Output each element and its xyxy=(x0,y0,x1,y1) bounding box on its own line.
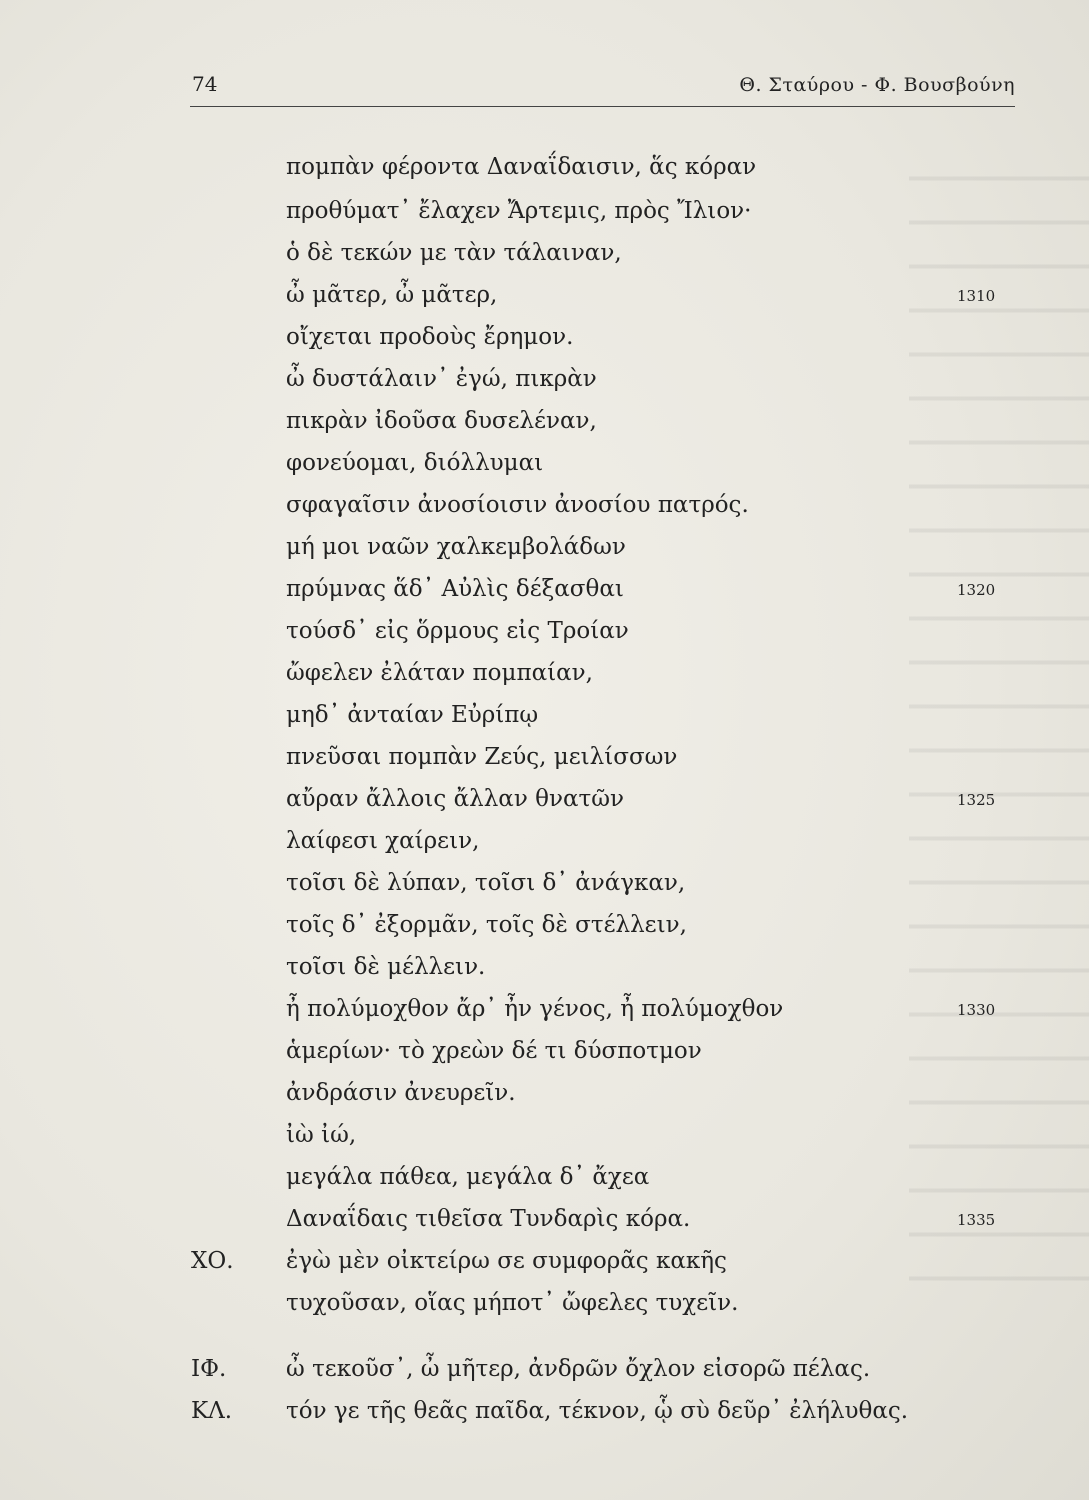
verse-line xyxy=(0,1076,1089,1110)
verse-text: τοῖς δ᾽ ἐξορμᾶν, τοῖς δὲ στέλλειν, xyxy=(286,912,687,938)
verse-line xyxy=(0,278,1089,312)
verse-text: τοῖσι δὲ μέλλειν. xyxy=(286,954,486,980)
verse-text: ἦ πολύμοχθον ἄρ᾽ ἦν γένος, ἦ πολύμοχθον xyxy=(286,996,784,1022)
verse-text: λαίφεσι χαίρειν, xyxy=(286,828,480,854)
verse-line xyxy=(0,1160,1089,1194)
verse-line xyxy=(0,698,1089,732)
verse-line xyxy=(0,1286,1089,1320)
speaker-label: ΚΛ. xyxy=(191,1398,233,1424)
verse-line xyxy=(0,488,1089,522)
verse-text: ὤφελεν ἐλάταν πομπαίαν, xyxy=(286,660,593,686)
verse-line xyxy=(0,194,1089,228)
speaker-label: ΙΦ. xyxy=(191,1356,227,1382)
verse-text: πικρὰν ἰδοῦσα δυσελέναν, xyxy=(286,408,597,434)
verse-text: σφαγαῖσιν ἀνοσίοισιν ἀνοσίου πατρός. xyxy=(286,492,749,518)
verse-line xyxy=(0,1034,1089,1068)
verse-line xyxy=(0,740,1089,774)
verse-line xyxy=(0,320,1089,354)
running-head: Θ. Σταύρου - Φ. Βουσβούνη xyxy=(739,74,1015,96)
verse-line xyxy=(0,782,1089,816)
verse-line xyxy=(0,1244,1089,1278)
verse-text: πρύμνας ἅδ᾽ Αὐλὶς δέξασθαι xyxy=(286,576,624,602)
line-number: 1325 xyxy=(957,791,996,809)
line-number: 1310 xyxy=(957,287,996,305)
verse-line xyxy=(0,1352,1089,1386)
verse-text: πνεῦσαι πομπὰν Ζεύς, μειλίσσων xyxy=(286,744,678,770)
line-number: 1335 xyxy=(957,1211,996,1229)
verse-text: ἐγὼ μὲν οἰκτείρω σε συμφορᾶς κακῆς xyxy=(286,1248,727,1274)
speaker-label: ΧΟ. xyxy=(191,1248,234,1274)
verse-line xyxy=(0,236,1089,270)
verse-line xyxy=(0,992,1089,1026)
verse-line xyxy=(0,446,1089,480)
verse-text: μεγάλα πάθεα, μεγάλα δ᾽ ἄχεα xyxy=(286,1164,650,1190)
verse-line xyxy=(0,1202,1089,1236)
verse-line xyxy=(0,908,1089,942)
verse-text: φονεύομαι, διόλλυμαι xyxy=(286,450,544,476)
verse-text: τόν γε τῆς θεᾶς παῖδα, τέκνον, ᾧ σὺ δεῦρ᾽ ἐλήλυθας. xyxy=(286,1398,909,1424)
verse-text: οἴχεται προδοὺς ἔρημον. xyxy=(286,324,574,350)
page-number: 74 xyxy=(192,72,218,96)
verse-line xyxy=(0,950,1089,984)
verse-line xyxy=(0,1394,1089,1428)
verse-text: ὦ τεκοῦσ᾽, ὦ μῆτερ, ἀνδρῶν ὄχλον εἰσορῶ πέλας. xyxy=(286,1356,871,1382)
verse-text: μή μοι ναῶν χαλκεμβολάδων xyxy=(286,534,626,560)
verse-text: ἁμερίων· τὸ χρεὼν δέ τι δύσποτμον xyxy=(286,1038,702,1064)
verse-line xyxy=(0,150,1089,184)
verse-text: τούσδ᾽ εἰς ὅρμους εἰς Τροίαν xyxy=(286,618,629,644)
line-number: 1320 xyxy=(957,581,996,599)
verse-text: τυχοῦσαν, οἵας μήποτ᾽ ὤφελες τυχεῖν. xyxy=(286,1290,739,1316)
page-header xyxy=(190,70,1015,107)
verse-text: ὁ δὲ τεκών με τὰν τάλαιναν, xyxy=(286,240,622,266)
verse-text: τοῖσι δὲ λύπαν, τοῖσι δ᾽ ἀνάγκαν, xyxy=(286,870,686,896)
verse-text: αὔραν ἄλλοις ἄλλαν θνατῶν xyxy=(286,786,624,812)
verse-line xyxy=(0,866,1089,900)
verse-line xyxy=(0,362,1089,396)
verse-text: ὦ δυστάλαιν᾽ ἐγώ, πικρὰν xyxy=(286,366,597,392)
verse-text: πομπὰν φέροντα Δαναΐδαισιν, ἅς κόραν xyxy=(286,154,757,180)
verse-text: προθύματ᾽ ἔλαχεν Ἄρτεμις, πρὸς Ἴλιον· xyxy=(286,198,752,224)
verse-line xyxy=(0,404,1089,438)
verse-line xyxy=(0,1118,1089,1152)
verse-line xyxy=(0,656,1089,690)
verse-line xyxy=(0,530,1089,564)
line-number: 1330 xyxy=(957,1001,996,1019)
verse-text: ἀνδράσιν ἀνευρεῖν. xyxy=(286,1080,516,1106)
verse-text: Δαναΐδαις τιθεῖσα Τυνδαρὶς κόρα. xyxy=(286,1206,691,1232)
verse-line xyxy=(0,614,1089,648)
verse-text: ὦ μᾶτερ, ὦ μᾶτερ, xyxy=(286,282,498,308)
verse-line xyxy=(0,824,1089,858)
verse-line xyxy=(0,572,1089,606)
verse-text: μηδ᾽ ἀνταίαν Εὐρίπῳ xyxy=(286,702,539,728)
verse-text: ἰὼ ἰώ, xyxy=(286,1122,357,1148)
